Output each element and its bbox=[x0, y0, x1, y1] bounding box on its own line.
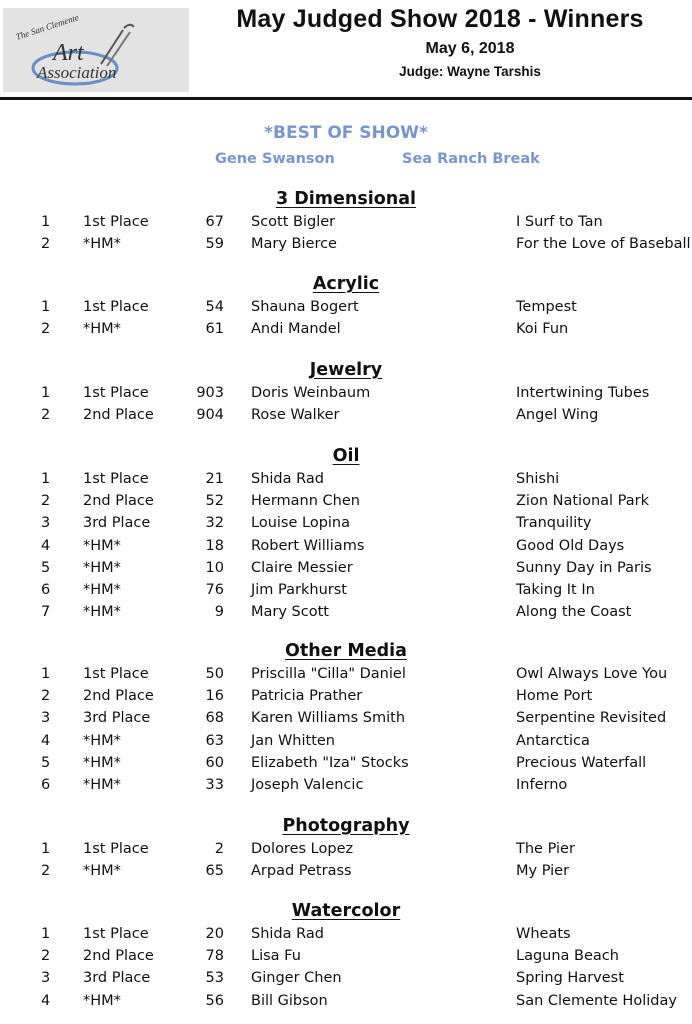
place-cell: *HM* bbox=[83, 732, 121, 749]
table-row bbox=[0, 405, 692, 427]
artwork-title-cell: Zion National Park bbox=[516, 493, 649, 510]
entry-number-cell: 21 bbox=[205, 471, 224, 487]
place-cell: 2nd Place bbox=[83, 493, 154, 510]
category-section bbox=[0, 357, 692, 427]
entry-number-cell: 68 bbox=[205, 710, 224, 727]
table-row bbox=[0, 839, 692, 861]
rank-cell: 7 bbox=[41, 604, 51, 621]
artwork-title-cell: Owl Always Love You bbox=[516, 666, 668, 682]
artwork-title-cell: Home Port bbox=[516, 688, 593, 705]
place-cell: *HM* bbox=[83, 604, 121, 621]
rank-cell: 3 bbox=[41, 515, 51, 532]
place-cell: 3rd Place bbox=[83, 970, 151, 987]
place-cell: 2nd Place bbox=[83, 948, 154, 965]
association-logo bbox=[3, 8, 189, 92]
artwork-title-cell: I Surf to Tan bbox=[516, 214, 603, 230]
entry-number-cell: 60 bbox=[205, 754, 224, 771]
artist-cell: Priscilla "Cilla" Daniel bbox=[251, 666, 406, 682]
table-row bbox=[0, 558, 692, 580]
table-row bbox=[0, 513, 692, 535]
table-row bbox=[0, 383, 692, 405]
entry-number-cell: 53 bbox=[205, 970, 224, 987]
artwork-title-cell: Laguna Beach bbox=[516, 948, 619, 965]
artist-cell: Jan Whitten bbox=[251, 732, 335, 749]
entry-number-cell: 32 bbox=[205, 515, 224, 532]
place-cell: *HM* bbox=[83, 863, 121, 880]
rank-cell: 5 bbox=[41, 754, 51, 771]
entry-number-cell: 67 bbox=[205, 214, 224, 230]
place-cell: 1st Place bbox=[83, 214, 149, 230]
artwork-title-cell: Serpentine Revisited bbox=[516, 710, 667, 727]
table-row bbox=[0, 968, 692, 990]
artist-cell: Dolores Lopez bbox=[251, 841, 354, 857]
artwork-title-cell: Wheats bbox=[516, 926, 571, 942]
place-cell: *HM* bbox=[83, 321, 121, 338]
category-section bbox=[0, 443, 692, 624]
place-cell: 2nd Place bbox=[83, 688, 154, 705]
category-heading: Watercolor bbox=[291, 901, 401, 921]
entry-number-cell: 54 bbox=[205, 299, 224, 315]
entry-number-cell: 10 bbox=[205, 559, 224, 576]
artwork-title-cell: The Pier bbox=[516, 841, 575, 857]
entry-number-cell: 61 bbox=[205, 321, 224, 338]
place-cell: *HM* bbox=[83, 236, 121, 253]
header-divider bbox=[0, 97, 692, 100]
category-heading: Oil bbox=[332, 446, 360, 466]
artist-cell: Shida Rad bbox=[251, 471, 324, 487]
best-of-show-heading: *BEST OF SHOW* bbox=[264, 123, 428, 143]
category-section bbox=[0, 898, 692, 1013]
place-cell: 3rd Place bbox=[83, 515, 151, 532]
entry-number-cell: 20 bbox=[205, 926, 224, 942]
artist-cell: Shauna Bogert bbox=[251, 299, 359, 315]
artist-cell: Karen Williams Smith bbox=[251, 710, 406, 727]
category-section bbox=[0, 813, 692, 883]
place-cell: 2nd Place bbox=[83, 407, 154, 424]
artist-cell: Patricia Prather bbox=[251, 688, 363, 705]
artwork-title-cell: Koi Fun bbox=[516, 321, 569, 338]
table-row bbox=[0, 753, 692, 775]
place-cell: 1st Place bbox=[83, 299, 149, 315]
rank-cell: 5 bbox=[41, 559, 51, 576]
artist-cell: Mary Scott bbox=[251, 604, 329, 621]
artist-cell: Elizabeth "Iza" Stocks bbox=[251, 754, 409, 771]
logo-artwork bbox=[3, 8, 189, 92]
entry-number-cell: 56 bbox=[205, 992, 224, 1009]
rank-cell: 1 bbox=[41, 841, 51, 857]
place-cell: 1st Place bbox=[83, 926, 149, 942]
entry-number-cell: 63 bbox=[205, 732, 224, 749]
artist-cell: Lisa Fu bbox=[251, 948, 301, 965]
entry-number-cell: 78 bbox=[205, 948, 224, 965]
rank-cell: 1 bbox=[41, 666, 51, 682]
artwork-title-cell: Angel Wing bbox=[516, 407, 599, 424]
table-row bbox=[0, 946, 692, 968]
category-heading: Photography bbox=[282, 816, 410, 836]
artwork-title-cell: Shishi bbox=[516, 471, 560, 487]
entry-number-cell: 903 bbox=[196, 385, 224, 401]
artwork-title-cell: San Clemente Holiday bbox=[516, 992, 677, 1009]
rank-cell: 4 bbox=[41, 992, 51, 1009]
artist-cell: Scott Bigler bbox=[251, 214, 336, 230]
artist-cell: Bill Gibson bbox=[251, 992, 328, 1009]
artist-cell: Joseph Valencic bbox=[251, 776, 364, 793]
artwork-title-cell: My Pier bbox=[516, 863, 570, 880]
rank-cell: 4 bbox=[41, 732, 51, 749]
best-of-show-artist: Gene Swanson bbox=[215, 151, 335, 167]
artist-cell: Claire Messier bbox=[251, 559, 353, 576]
artwork-title-cell: Spring Harvest bbox=[516, 970, 624, 987]
rank-cell: 2 bbox=[41, 407, 51, 424]
place-cell: *HM* bbox=[83, 776, 121, 793]
rank-cell: 1 bbox=[41, 926, 51, 942]
artist-cell: Hermann Chen bbox=[251, 493, 360, 510]
rank-cell: 3 bbox=[41, 970, 51, 987]
rank-cell: 1 bbox=[41, 299, 51, 315]
artwork-title-cell: Antarctica bbox=[516, 732, 590, 749]
rank-cell: 2 bbox=[41, 493, 51, 510]
table-row bbox=[0, 469, 692, 491]
artwork-title-cell: Inferno bbox=[516, 776, 568, 793]
table-row bbox=[0, 602, 692, 624]
place-cell: *HM* bbox=[83, 992, 121, 1009]
best-of-show-work: Sea Ranch Break bbox=[402, 151, 540, 167]
artist-cell: Rose Walker bbox=[251, 407, 340, 424]
table-row bbox=[0, 319, 692, 341]
table-row bbox=[0, 991, 692, 1013]
entry-number-cell: 65 bbox=[205, 863, 224, 880]
artwork-title-cell: Taking It In bbox=[516, 581, 595, 598]
artist-cell: Arpad Petrass bbox=[251, 863, 352, 880]
table-row bbox=[0, 212, 692, 234]
table-row bbox=[0, 234, 692, 256]
artist-cell: Louise Lopina bbox=[251, 515, 351, 532]
artist-cell: Doris Weinbaum bbox=[251, 385, 371, 401]
table-row bbox=[0, 861, 692, 883]
artist-cell: Robert Williams bbox=[251, 537, 365, 554]
artwork-title-cell: Good Old Days bbox=[516, 537, 625, 554]
rank-cell: 2 bbox=[41, 321, 51, 338]
rank-cell: 2 bbox=[41, 948, 51, 965]
category-section bbox=[0, 271, 692, 341]
table-row bbox=[0, 297, 692, 319]
artwork-title-cell: Intertwining Tubes bbox=[516, 385, 650, 401]
place-cell: 3rd Place bbox=[83, 710, 151, 727]
category-heading: Acrylic bbox=[312, 274, 380, 294]
category-heading: 3 Dimensional bbox=[275, 189, 417, 209]
entry-number-cell: 16 bbox=[205, 688, 224, 705]
category-heading: Jewelry bbox=[309, 360, 383, 380]
entry-number-cell: 76 bbox=[205, 581, 224, 598]
table-row bbox=[0, 708, 692, 730]
place-cell: *HM* bbox=[83, 559, 121, 576]
table-row bbox=[0, 536, 692, 558]
table-row bbox=[0, 775, 692, 797]
artwork-title-cell: Precious Waterfall bbox=[516, 754, 647, 771]
show-date: May 6, 2018 bbox=[425, 40, 515, 57]
artwork-title-cell: Tranquility bbox=[516, 515, 592, 532]
artist-cell: Jim Parkhurst bbox=[251, 581, 347, 598]
rank-cell: 1 bbox=[41, 385, 51, 401]
rank-cell: 1 bbox=[41, 471, 51, 487]
artwork-title-cell: Tempest bbox=[516, 299, 577, 315]
table-row bbox=[0, 686, 692, 708]
rank-cell: 6 bbox=[41, 581, 51, 598]
entry-number-cell: 33 bbox=[205, 776, 224, 793]
entry-number-cell: 9 bbox=[214, 604, 224, 621]
table-row bbox=[0, 491, 692, 513]
table-row bbox=[0, 731, 692, 753]
category-section bbox=[0, 638, 692, 797]
rank-cell: 2 bbox=[41, 688, 51, 705]
table-row bbox=[0, 924, 692, 946]
document-header bbox=[0, 0, 692, 100]
place-cell: 1st Place bbox=[83, 471, 149, 487]
entry-number-cell: 904 bbox=[196, 407, 224, 424]
judge-line: Judge: Wayne Tarshis bbox=[399, 64, 541, 79]
artwork-title-cell: For the Love of Baseball bbox=[516, 236, 691, 253]
entry-number-cell: 2 bbox=[214, 841, 224, 857]
table-row bbox=[0, 664, 692, 686]
artwork-title-cell: Along the Coast bbox=[516, 604, 632, 621]
place-cell: *HM* bbox=[83, 581, 121, 598]
place-cell: 1st Place bbox=[83, 666, 149, 682]
entry-number-cell: 59 bbox=[205, 236, 224, 253]
artist-cell: Mary Bierce bbox=[251, 236, 337, 253]
artist-cell: Andi Mandel bbox=[251, 321, 341, 338]
place-cell: *HM* bbox=[83, 754, 121, 771]
artwork-title-cell: Sunny Day in Paris bbox=[516, 559, 652, 576]
rank-cell: 2 bbox=[41, 236, 51, 253]
rank-cell: 3 bbox=[41, 710, 51, 727]
page-title: May Judged Show 2018 - Winners bbox=[236, 5, 644, 33]
entry-number-cell: 18 bbox=[205, 537, 224, 554]
entry-number-cell: 50 bbox=[205, 666, 224, 682]
rank-cell: 6 bbox=[41, 776, 51, 793]
entry-number-cell: 52 bbox=[205, 493, 224, 510]
logo-line2: Art bbox=[53, 40, 84, 66]
rank-cell: 2 bbox=[41, 863, 51, 880]
place-cell: 1st Place bbox=[83, 385, 149, 401]
rank-cell: 4 bbox=[41, 537, 51, 554]
artist-cell: Shida Rad bbox=[251, 926, 324, 942]
place-cell: *HM* bbox=[83, 537, 121, 554]
rank-cell: 1 bbox=[41, 214, 51, 230]
artist-cell: Ginger Chen bbox=[251, 970, 342, 987]
logo-line1: The San Clemente bbox=[14, 12, 80, 42]
category-heading: Other Media bbox=[285, 641, 407, 661]
table-row bbox=[0, 580, 692, 602]
place-cell: 1st Place bbox=[83, 841, 149, 857]
logo-line3: Association bbox=[37, 63, 117, 82]
category-section bbox=[0, 186, 692, 256]
